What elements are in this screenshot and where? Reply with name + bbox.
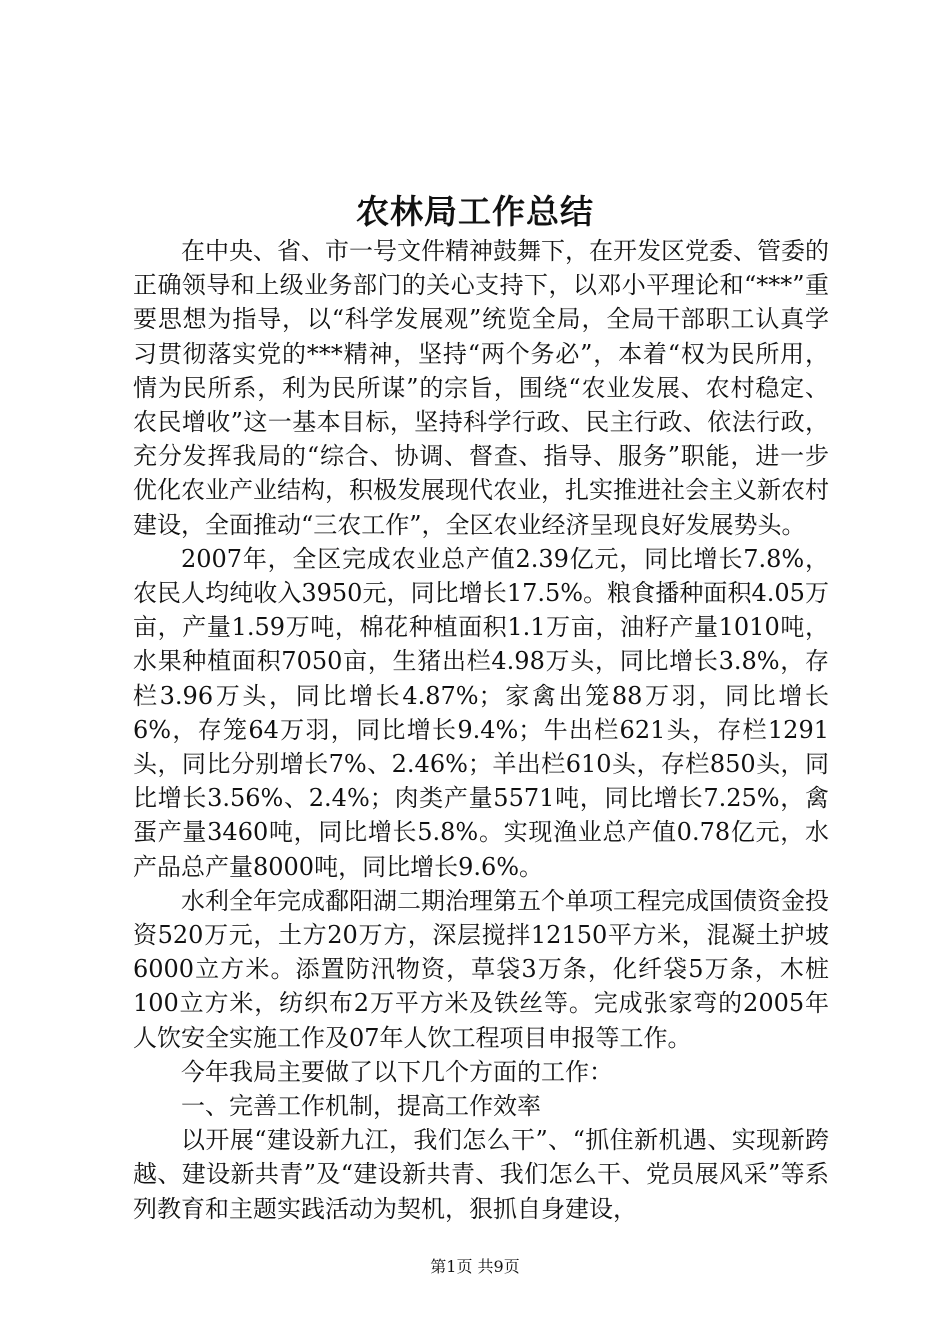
paragraph-work-intro: 今年我局主要做了以下几个方面的工作： [181, 1057, 613, 1086]
section-heading: 一、完善工作机制，提高工作效率 [181, 1092, 541, 1121]
paragraph-statistics: 2007年，全区完成农业总产值2.39亿元，同比增长7.8%，农民人均纯收入3950元，同比增长17.5%。粮食播种面积4.05万亩，产量1.59万吨，棉花种植面积1.1万亩，油籽产量1010吨，水果种植面积7050亩，生猪出栏4.98万头，同比增长3.8%，存栏3.96万头，同比增长4.87%；家禽出笼88万羽，同比增长6%，存笼64万羽，同比增长9.4%；牛出栏621头，存栏1291头，同比分别增长7%、2.46%；羊出栏610头，存栏850头，同比增长3.56%、2.4%；肉类产量5571吨，同比增长7.25%，禽蛋产量3460吨，同比增长5.8%。实现渔业总产值0.78亿元，水产品总产量8000吨，同比增长9.6%。 [133, 544, 829, 881]
page-title: 农林局工作总结 [356, 192, 594, 231]
paragraph-water: 水利全年完成鄱阳湖二期治理第五个单项工程完成国债资金投资520万元，土方20万方，深层搅拌12150平方米，混凝土护坡6000立方米。添置防汛物资，草袋3万条，化纤袋5万条，木桩100立方米，纺织布2万平方米及铁丝等。完成张家弯的2005年人饮安全实施工作及07年人饮工程项目申报等工作。 [133, 886, 829, 1052]
paragraph-section-one: 以开展“建设新九江，我们怎么干”、“抓住新机遇、实现新跨越、建设新共青”及“建设新共青、我们怎么干、党员展风采”等系列教育和主题实践活动为契机，狠抓自身建设， [133, 1126, 829, 1223]
document-body [133, 234, 829, 1226]
paragraph-intro: 在中央、省、市一号文件精神鼓舞下，在开发区党委、管委的正确领导和上级业务部门的关心支持下，以邓小平理论和“***”重要思想为指导，以“科学发展观”统览全局，全局干部职工认真学习贯彻落实党的***精神，坚持“两个务必”，本着“权为民所用，情为民所系，利为民所谋”的宗旨，围绕“农业发展、农村稳定、农民增收”这一基本目标，坚持科学行政、民主行政、依法行政，充分发挥我局的“综合、协调、督查、指导、服务”职能，进一步优化农业产业结构，积极发展现代农业，扎实推进社会主义新农村建设，全面推动“三农工作”，全区农业经济呈现良好发展势头。 [133, 237, 829, 539]
page-footer: 第1页 共9页 [430, 1257, 520, 1276]
